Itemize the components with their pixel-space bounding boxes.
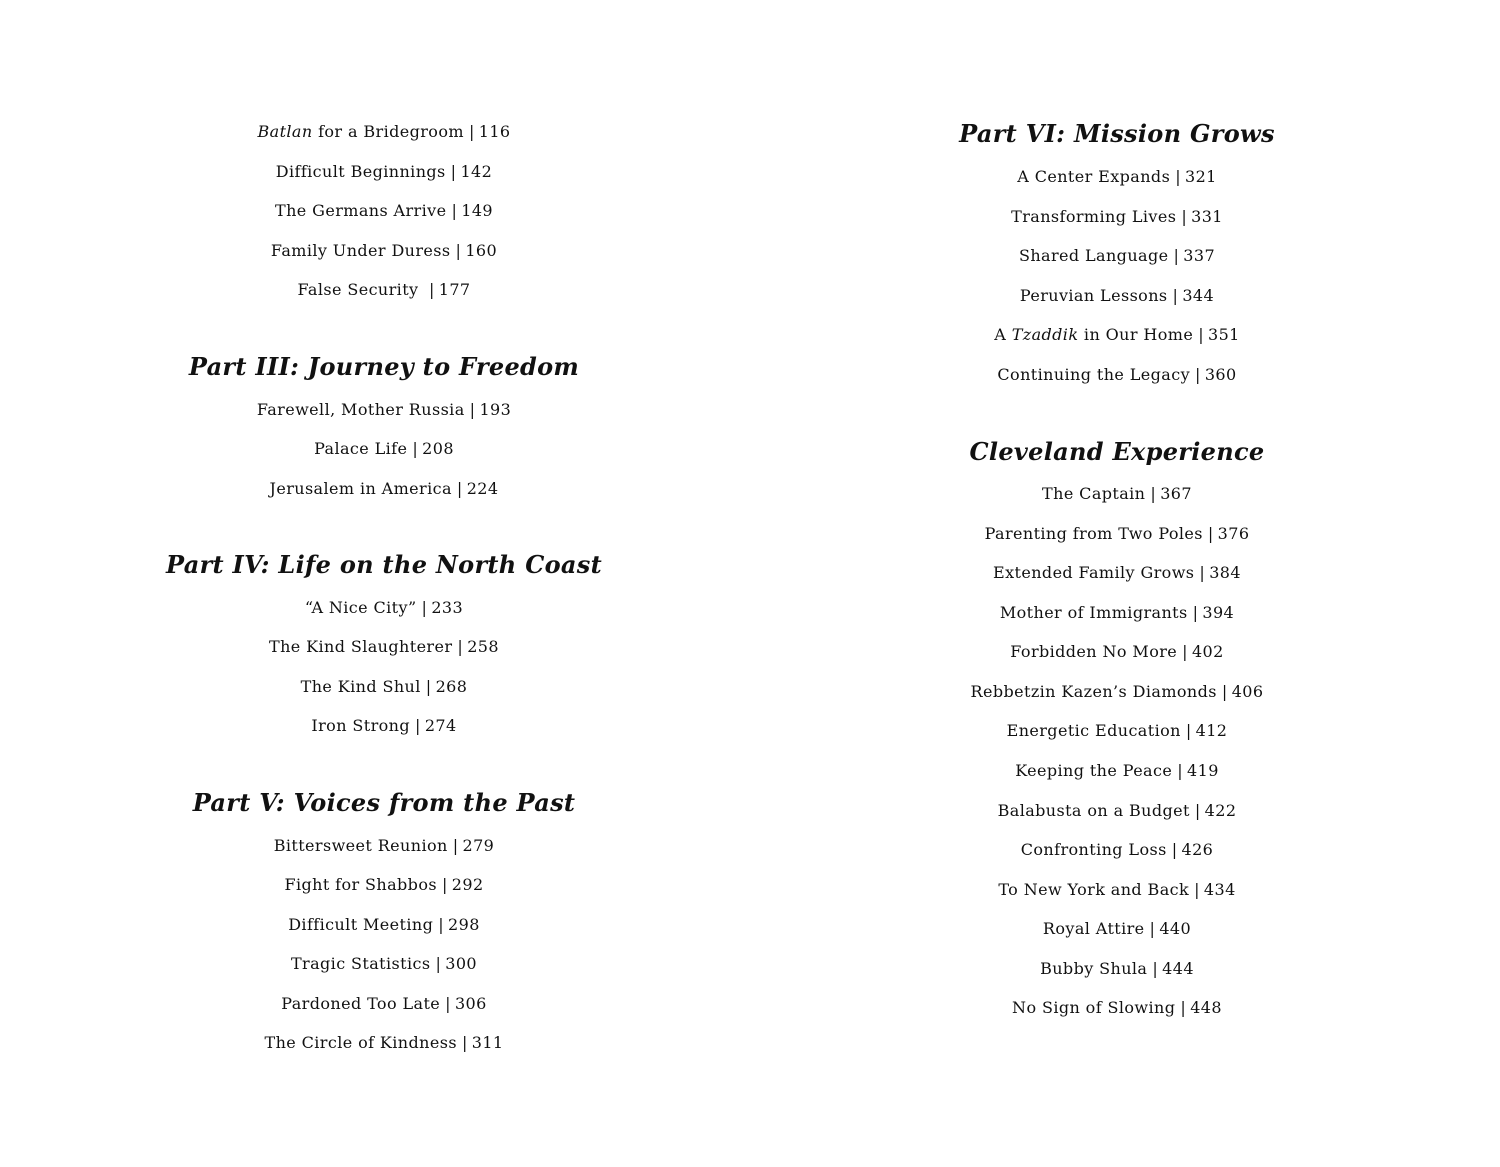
toc-entry[interactable] [817,284,1417,308]
entry-title: Transforming Lives [1011,207,1177,226]
toc-entry[interactable] [817,522,1417,546]
toc-entry[interactable] [817,680,1417,704]
entry-separator: | [1175,167,1181,186]
entry-separator: | [435,954,442,973]
entry-title: Royal Attire [1042,919,1145,938]
toc-entry[interactable] [817,482,1417,506]
toc-entry[interactable] [817,719,1417,743]
entry-page: 406 [1231,682,1264,701]
entry-title: Bubby Shula [1040,959,1148,978]
entry-page: 402 [1191,642,1224,661]
toc-entry[interactable] [84,834,684,858]
toc-entry[interactable] [817,601,1417,625]
entry-page: 142 [460,162,493,181]
entry-page: 274 [424,716,457,735]
toc-entry[interactable] [84,437,684,461]
toc-entry[interactable] [817,323,1417,347]
entry-separator: | [452,836,459,855]
entry-page: 306 [454,994,487,1013]
entry-page: 394 [1202,603,1235,622]
entry-title: Mother of Immigrants [999,603,1188,622]
entry-separator: | [438,915,445,934]
entry-title: The Germans Arrive [275,201,447,220]
toc-entry[interactable] [84,398,684,422]
entry-page: 422 [1204,801,1237,820]
toc-entry[interactable] [84,873,684,897]
entry-title: in Our Home [1078,325,1194,344]
entry-page: 440 [1159,919,1192,938]
entry-title: Forbidden No More [1010,642,1178,661]
toc-entry[interactable] [84,1031,684,1055]
toc-entry[interactable] [817,759,1417,783]
toc-entry[interactable] [817,957,1417,981]
entry-page: 434 [1203,880,1236,899]
entry-page: 321 [1184,167,1217,186]
entry-separator: | [1207,524,1214,543]
entry-title: Difficult Meeting [288,915,434,934]
entry-page: 444 [1162,959,1194,978]
entry-separator: | [1194,801,1201,820]
entry-separator: | [1195,365,1201,384]
entry-separator: | [456,479,463,498]
toc-entry[interactable] [84,278,684,302]
entry-title: Keeping the Peace [1015,761,1173,780]
entry-separator: | [1171,840,1178,859]
entry-separator: | [1152,959,1159,978]
entry-title: for a Bridegroom [312,122,464,141]
part-heading: Cleveland Experience [969,437,1265,466]
entry-separator: | [1182,642,1188,661]
entry-separator: | [1149,919,1156,938]
toc-entry[interactable] [817,917,1417,941]
entry-title: A Center Expands [1017,167,1171,186]
entry-page: 233 [431,598,464,617]
toc-entry[interactable] [817,363,1417,387]
toc-entry[interactable] [84,913,684,937]
entry-separator: | [1150,484,1157,503]
entry-separator: | [1194,880,1200,899]
entry-page: 116 [478,122,511,141]
part-heading: Part IV: Life on the North Coast [166,550,602,579]
toc-entry[interactable] [817,640,1417,664]
entry-page: 344 [1182,286,1215,305]
entry-page: 331 [1191,207,1223,226]
entry-separator: | [421,598,428,617]
entry-separator: | [469,400,476,419]
entry-separator: | [441,875,448,894]
entry-title: Family Under Duress [270,241,451,260]
entry-title: The Kind Shul [300,677,421,696]
entry-page: 351 [1208,325,1240,344]
entry-separator: | [428,280,435,299]
entry-separator: | [455,241,462,260]
entry-title: Pardoned Too Late [281,994,441,1013]
entry-title: Tragic Statistics [290,954,431,973]
entry-title: “A Nice City” [304,598,417,617]
entry-title: Fight for Shabbos [284,875,437,894]
entry-title: Continuing the Legacy [997,365,1191,384]
toc-entry[interactable] [84,239,684,263]
entry-page: 268 [435,677,468,696]
toc-entry[interactable] [84,160,684,184]
entry-title: Parenting from Two Poles [984,524,1203,543]
entry-prefix: A [994,325,1012,344]
entry-title: No Sign of Slowing [1012,998,1176,1017]
toc-entry[interactable] [84,714,684,738]
toc-entry[interactable] [817,878,1417,902]
entry-page: 224 [466,479,499,498]
entry-separator: | [445,994,451,1013]
toc-entry[interactable] [84,952,684,976]
entry-separator: | [1180,998,1187,1017]
entry-page: 149 [461,201,493,220]
entry-page: 279 [462,836,495,855]
entry-separator: | [415,716,421,735]
entry-title: Farewell, Mother Russia [256,400,465,419]
entry-separator: | [1172,286,1179,305]
entry-page: 298 [448,915,480,934]
entry-title: Shared Language [1018,246,1169,265]
entry-separator: | [1185,721,1192,740]
entry-title: Confronting Loss [1020,840,1167,859]
entry-separator: | [1198,325,1205,344]
toc-entry[interactable] [84,992,684,1016]
entry-title: Jerusalem in America [269,479,452,498]
entry-page: 376 [1217,524,1250,543]
part-heading: Part VI: Mission Grows [959,119,1275,148]
entry-separator: | [1199,563,1206,582]
entry-page: 448 [1190,998,1222,1017]
entry-separator: | [1177,761,1184,780]
entry-separator: | [425,677,432,696]
toc-entry[interactable] [817,205,1417,229]
entry-separator: | [1192,603,1199,622]
entry-title: Palace Life [314,439,408,458]
toc-entry[interactable] [84,675,684,699]
toc-entry[interactable] [84,199,684,223]
entry-separator: | [457,637,464,656]
entry-page: 337 [1183,246,1216,265]
entry-title: The Circle of Kindness [264,1033,457,1052]
entry-title: False Security [297,280,424,299]
entry-page: 384 [1209,563,1241,582]
entry-title: The Kind Slaughterer [269,637,453,656]
entry-separator: | [451,201,458,220]
toc-entry[interactable] [817,244,1417,268]
part-heading: Part V: Voices from the Past [192,788,576,817]
entry-page: 367 [1160,484,1192,503]
entry-page: 419 [1187,761,1219,780]
entry-separator: | [468,122,475,141]
entry-separator: | [461,1033,468,1052]
entry-separator: | [412,439,419,458]
entry-title: Bittersweet Reunion [273,836,448,855]
toc-entry[interactable] [817,561,1417,585]
entry-separator: | [1181,207,1188,226]
toc-entry[interactable] [84,120,684,144]
entry-separator: | [450,162,457,181]
entry-title: Peruvian Lessons [1019,286,1168,305]
entry-title: Difficult Beginnings [275,162,446,181]
entry-page: 193 [479,400,512,419]
part-heading: Part III: Journey to Freedom [188,352,580,381]
toc-entry[interactable] [84,635,684,659]
entry-title: To New York and Back [998,880,1190,899]
entry-separator: | [1221,682,1228,701]
entry-page: 426 [1181,840,1214,859]
entry-page: 177 [438,280,471,299]
toc-entry[interactable] [84,477,684,501]
entry-title: Rebbetzin Kazen’s Diamonds [970,682,1217,701]
toc-entry[interactable] [84,596,684,620]
entry-page: 360 [1204,365,1237,384]
entry-page: 258 [467,637,499,656]
toc-entry[interactable] [817,165,1417,189]
entry-page: 311 [471,1033,504,1052]
entry-page: 412 [1195,721,1228,740]
entry-page: 292 [451,875,484,894]
entry-title: Energetic Education [1006,721,1181,740]
entry-title: Extended Family Grows [993,563,1195,582]
entry-italic-word: Tzaddik [1011,325,1079,344]
toc-entry[interactable] [817,838,1417,862]
entry-page: 208 [422,439,454,458]
toc-entry[interactable] [817,799,1417,823]
entry-title: Iron Strong [311,716,411,735]
entry-title: The Captain [1042,484,1146,503]
entry-title: Balabusta on a Budget [997,801,1190,820]
entry-separator: | [1173,246,1180,265]
entry-page: 160 [465,241,498,260]
toc-entry[interactable] [817,996,1417,1020]
entry-italic-word: Batlan [257,122,313,141]
entry-page: 300 [445,954,478,973]
